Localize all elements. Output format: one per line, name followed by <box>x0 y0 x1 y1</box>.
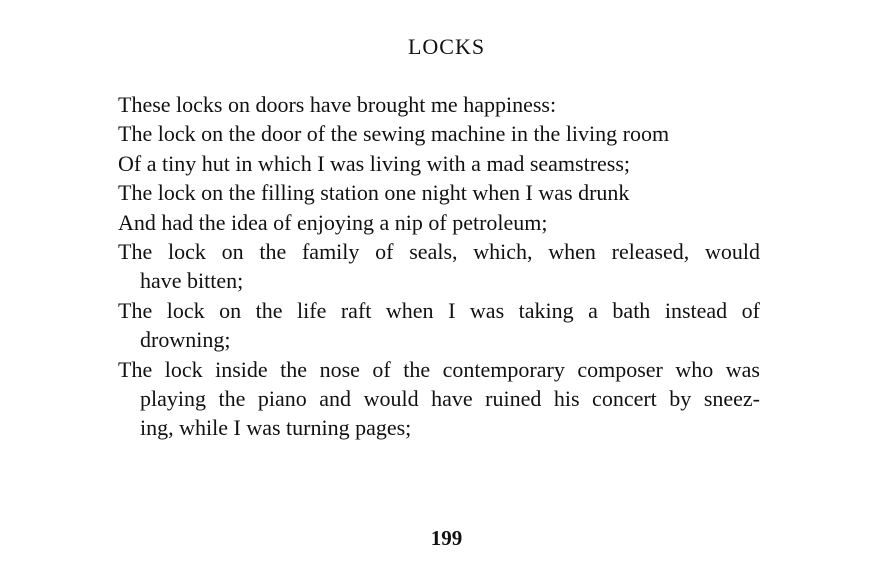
poem-line-continuation: ing, while I was turning pages; <box>140 415 412 441</box>
poem-line-continuation: have bitten; <box>140 268 244 294</box>
poem-line-continuation: playing the piano and would have ruined his concert by sneez- <box>140 386 760 412</box>
poem-body <box>118 90 760 443</box>
poem-line: These locks on doors have brought me happiness: <box>118 92 557 117</box>
page-number: 199 <box>430 526 463 550</box>
poem-line: Of a tiny hut in which I was living with a mad seamstress; <box>118 150 631 176</box>
poem-title: LOCKS <box>407 34 486 59</box>
poem-line: The lock inside the nose of the contemporary composer who was <box>118 356 760 382</box>
poem-line: The lock on the family of seals, which, when released, would <box>118 239 760 265</box>
poem-line: The lock on the filling station one night when I was drunk <box>118 180 630 206</box>
poem-line: And had the idea of enjoying a nip of petroleum; <box>118 209 548 235</box>
poem-line: The lock on the life raft when I was taking a bath instead of <box>118 297 760 323</box>
poem-line: The lock on the door of the sewing machine in the living room <box>118 121 670 147</box>
poem-line-continuation: drowning; <box>140 327 231 353</box>
